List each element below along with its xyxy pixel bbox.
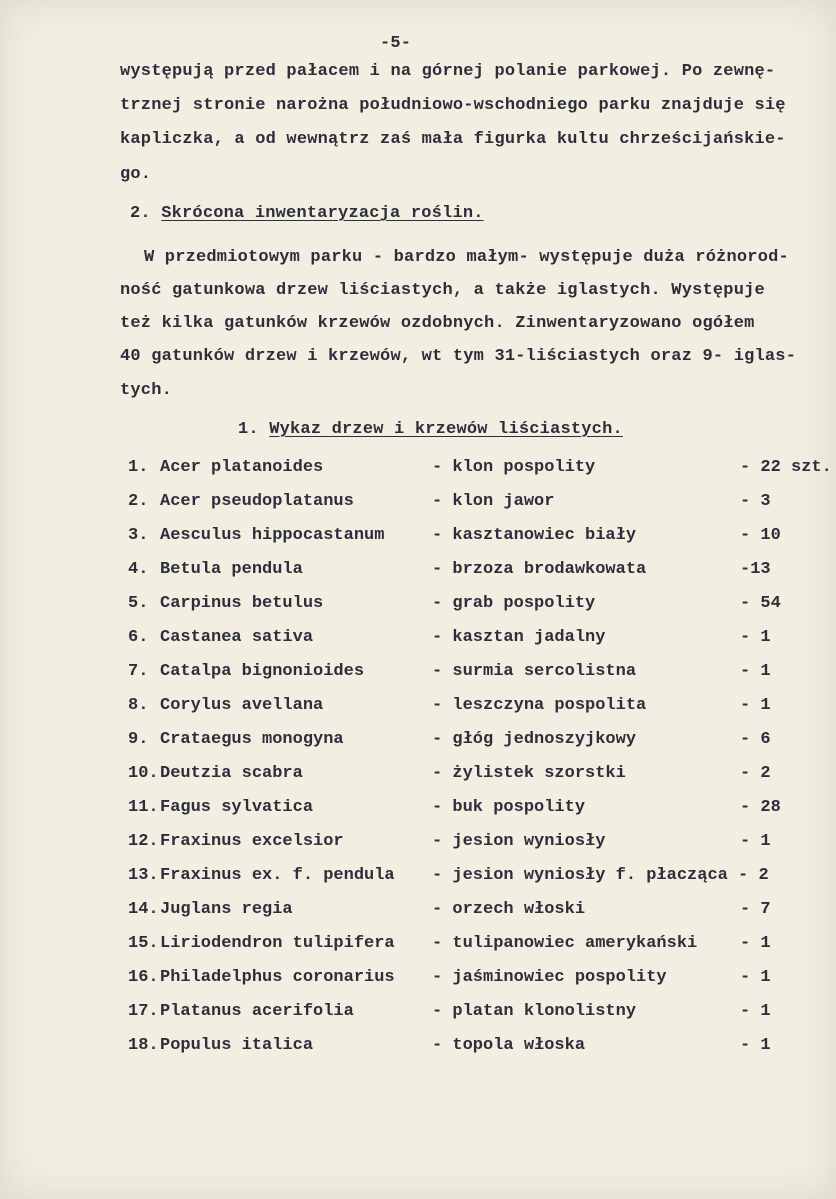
polish-name: - buk pospolity <box>432 798 586 817</box>
latin-name: Catalpa bignonioides <box>160 662 365 681</box>
item-number: 3. <box>128 526 149 545</box>
text-line: kapliczka, a od wewnątrz zaś mała figurka kultu chrześcijańskie- <box>120 130 786 149</box>
list-heading <box>238 420 623 439</box>
item-number: 4. <box>128 560 149 579</box>
latin-name: Aesculus hippocastanum <box>160 526 385 545</box>
item-number: 1. <box>128 458 149 477</box>
text-line: 40 gatunków drzew i krzewów, wt tym 31-liściastych oraz 9- iglas- <box>120 347 797 366</box>
list-item <box>0 492 836 526</box>
list-item <box>0 866 836 900</box>
list-item <box>0 458 836 492</box>
list-item <box>0 696 836 730</box>
item-number: 7. <box>128 662 149 681</box>
list-item <box>0 934 836 968</box>
item-number: 18. <box>128 1036 159 1055</box>
tree-count: - 1 <box>740 628 771 647</box>
section-heading <box>130 204 484 223</box>
item-number: 13. <box>128 866 159 885</box>
tree-count: - 1 <box>740 934 771 953</box>
tree-count: - 1 <box>740 1002 771 1021</box>
item-number: 17. <box>128 1002 159 1021</box>
tree-count: - 1 <box>740 832 771 851</box>
item-number: 15. <box>128 934 159 953</box>
latin-name: Fraxinus excelsior <box>160 832 344 851</box>
item-number: 14. <box>128 900 159 919</box>
item-number: 5. <box>128 594 149 613</box>
item-number: 12. <box>128 832 159 851</box>
tree-count: - 28 <box>740 798 781 817</box>
polish-name: - platan klonolistny <box>432 1002 637 1021</box>
latin-name: Betula pendula <box>160 560 303 579</box>
list-item <box>0 1002 836 1036</box>
list-item <box>0 526 836 560</box>
list-item <box>0 968 836 1002</box>
text-line: trznej stronie narożna południowo-wschodniego parku znajduje się <box>120 96 786 115</box>
latin-name: Philadelphus coronarius <box>160 968 395 987</box>
tree-count: - 1 <box>740 1036 771 1055</box>
list-item <box>0 1036 836 1070</box>
polish-name: - klon pospolity <box>432 458 596 477</box>
latin-name: Carpinus betulus <box>160 594 324 613</box>
latin-name: Fraxinus ex. f. pendula <box>160 866 395 885</box>
item-number: 11. <box>128 798 159 817</box>
tree-count: -13 <box>740 560 771 579</box>
latin-name: Deutzia scabra <box>160 764 303 783</box>
polish-name: - jesion wyniosły <box>432 832 606 851</box>
latin-name: Crataegus monogyna <box>160 730 344 749</box>
text-line: tych. <box>120 381 173 400</box>
polish-name: - orzech włoski <box>432 900 586 919</box>
tree-count: - 10 <box>740 526 781 545</box>
text-line: ność gatunkowa drzew liściastych, a także iglastych. Występuje <box>120 281 765 300</box>
polish-name: - jesion wyniosły f. płacząca - 2 <box>432 866 769 885</box>
latin-name: Platanus acerifolia <box>160 1002 354 1021</box>
item-number: 9. <box>128 730 149 749</box>
polish-name: - klon jawor <box>432 492 555 511</box>
tree-count: - 1 <box>740 696 771 715</box>
latin-name: Acer pseudoplatanus <box>160 492 354 511</box>
tree-count: - 2 <box>740 764 771 783</box>
text-line: W przedmiotowym parku - bardzo małym- występuje duża różnorod- <box>144 248 789 267</box>
list-item <box>0 560 836 594</box>
polish-name: - jaśminowiec pospolity <box>432 968 667 987</box>
polish-name: - żylistek szorstki <box>432 764 626 783</box>
latin-name: Castanea sativa <box>160 628 314 647</box>
polish-name: - głóg jednoszyjkowy <box>432 730 637 749</box>
latin-name: Fagus sylvatica <box>160 798 314 817</box>
polish-name: - kasztan jadalny <box>432 628 606 647</box>
tree-count: - 54 <box>740 594 781 613</box>
list-item <box>0 594 836 628</box>
list-heading-title: Wykaz drzew i krzewów liściastych. <box>269 420 623 439</box>
polish-name: - kasztanowiec biały <box>432 526 637 545</box>
tree-count: - 1 <box>740 662 771 681</box>
list-item <box>0 900 836 934</box>
polish-name: - surmia sercolistna <box>432 662 637 681</box>
text-line: go. <box>120 165 152 184</box>
polish-name: - topola włoska <box>432 1036 586 1055</box>
latin-name: Liriodendron tulipifera <box>160 934 395 953</box>
list-item <box>0 662 836 696</box>
polish-name: - leszczyna pospolita <box>432 696 647 715</box>
text-line: też kilka gatunków krzewów ozdobnych. Zinwentaryzowano ogółem <box>120 314 755 333</box>
tree-count: - 3 <box>740 492 771 511</box>
polish-name: - tulipanowiec amerykański <box>432 934 698 953</box>
tree-count: - 22 szt. <box>740 458 832 477</box>
latin-name: Populus italica <box>160 1036 314 1055</box>
list-item <box>0 730 836 764</box>
tree-count: - 1 <box>740 968 771 987</box>
item-number: 10. <box>128 764 159 783</box>
list-item <box>0 764 836 798</box>
list-item <box>0 628 836 662</box>
latin-name: Juglans regia <box>160 900 293 919</box>
page-number: -5- <box>380 34 412 53</box>
item-number: 8. <box>128 696 149 715</box>
list-item <box>0 832 836 866</box>
polish-name: - grab pospolity <box>432 594 596 613</box>
item-number: 6. <box>128 628 149 647</box>
latin-name: Acer platanoides <box>160 458 324 477</box>
section-title: Skrócona inwentaryzacja roślin. <box>161 204 484 223</box>
polish-name: - brzoza brodawkowata <box>432 560 647 579</box>
text-line: występują przed pałacem i na górnej polanie parkowej. Po zewnę- <box>120 62 776 81</box>
section-number: 2. <box>130 204 151 223</box>
latin-name: Corylus avellana <box>160 696 324 715</box>
item-number: 2. <box>128 492 149 511</box>
tree-count: - 6 <box>740 730 771 749</box>
item-number: 16. <box>128 968 159 987</box>
list-item <box>0 798 836 832</box>
tree-count: - 7 <box>740 900 771 919</box>
list-heading-number: 1. <box>238 420 259 439</box>
